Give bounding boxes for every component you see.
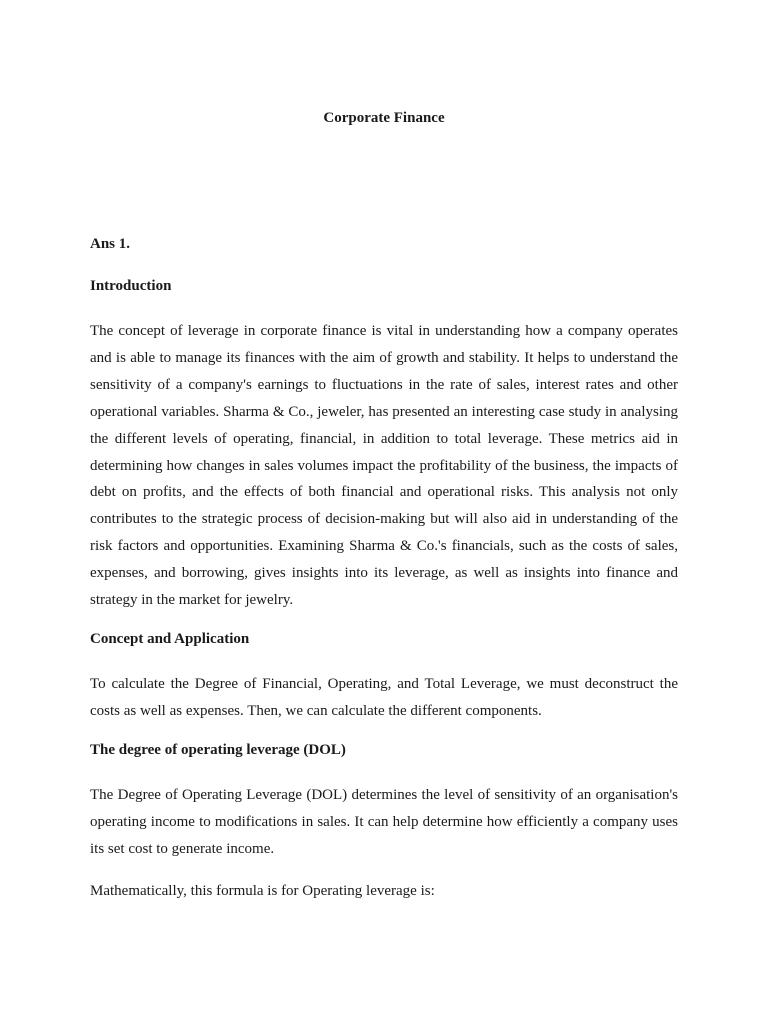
document-body — [90, 234, 678, 904]
formula-intro: Mathematically, this formula is for Operating leverage is: — [90, 882, 435, 899]
dol-paragraph: The Degree of Operating Leverage (DOL) determines the level of sensitivity of an organisation's operating income to modifications in sales. It can help determine how efficiently a company uses its set cost to generate income. — [90, 786, 678, 857]
concept-paragraph: To calculate the Degree of Financial, Operating, and Total Leverage, we must deconstruct the costs as well as expenses. Then, we can calculate the different components. — [90, 675, 678, 719]
concept-heading: Concept and Application — [90, 630, 250, 647]
introduction-paragraph: The concept of leverage in corporate finance is vital in understanding how a company operates and is able to manage its finances with the aim of growth and stability. It helps to understand the sensitivity of a company's earnings to fluctuations in the rate of sales, interest rates and other operational variables. Sharma & Co., jeweler, has presented an interesting case study in analysing the different levels of operating, financial, in addition to total leverage. These metrics aid in determining how changes in sales volumes impact the profitability of the business, the impacts of debt on profits, and the effects of both financial and operational risks. This analysis not only contributes to the strategic process of decision-making but will also aid in understanding of the risk factors and opportunities. Examining Sharma & Co.'s financials, such as the costs of sales, expenses, and borrowing, gives insights into its leverage, as well as insights into finance and strategy in the market for jewelry. — [90, 323, 678, 609]
document-title: Corporate Finance — [323, 110, 445, 126]
introduction-heading: Introduction — [90, 278, 172, 294]
answer-label: Ans 1. — [90, 236, 131, 252]
dol-heading: The degree of operating leverage (DOL) — [90, 741, 346, 758]
